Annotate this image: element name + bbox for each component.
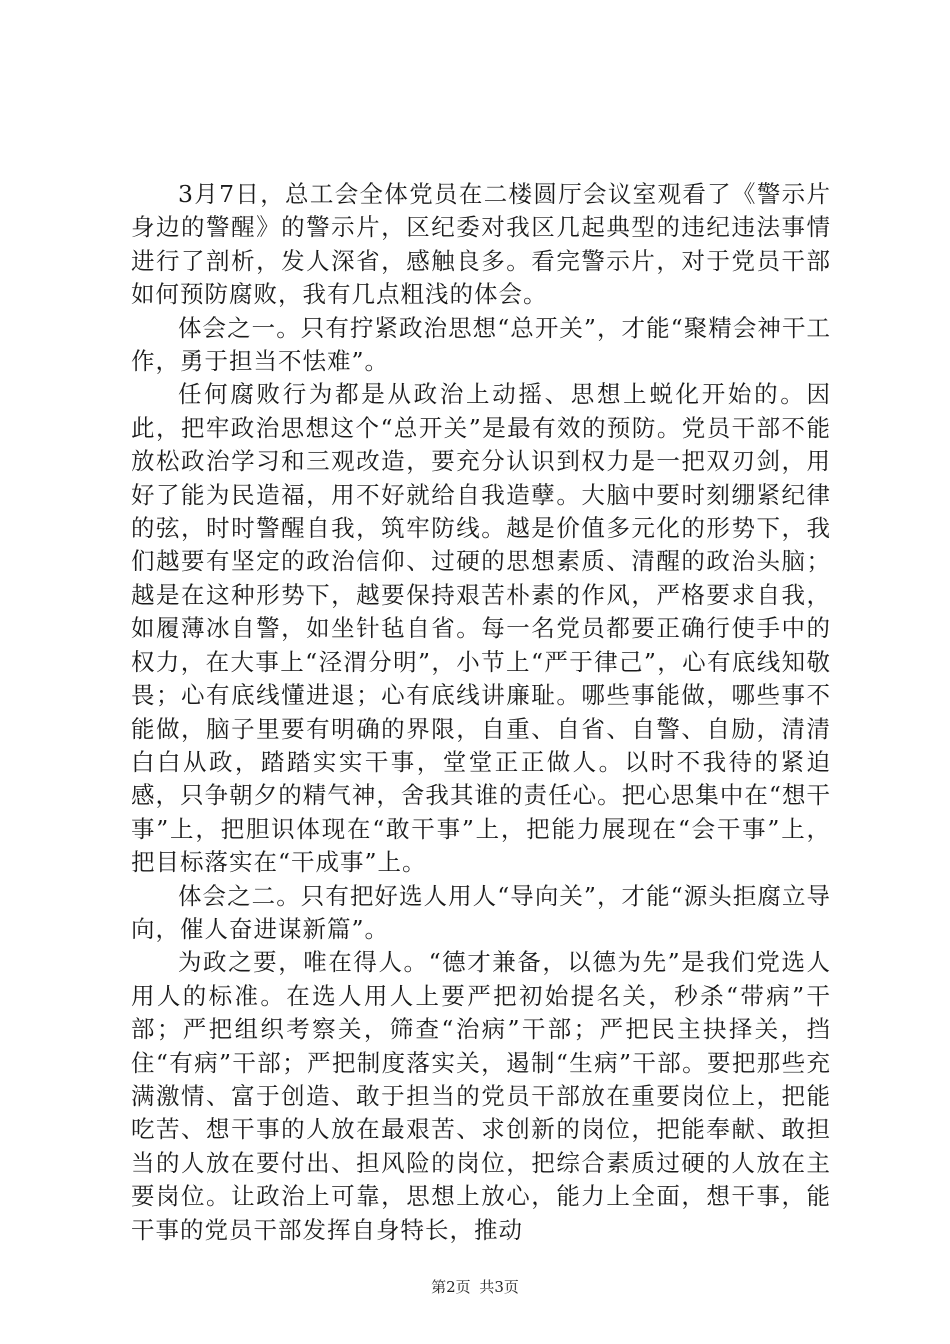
page-total: 共3页 — [479, 1278, 519, 1296]
paragraph-5: 为政之要，唯在得人。“德才兼备，以德为先”是我们党选人用人的标准。在选人用人上要严把初始提名关，秒杀“带病”干部；严把组织考察关，筛查“治病”干部；严把民主抉择关，挡住“有病”干部；严把制度落实关，遏制“生病”干部。要把那些充满激情、富于创造、敢于担当的党员干部放在重要岗位上，把能吃苦、想干事的人放在最艰苦、求创新的岗位，把能奉献、敢担当的人放在要付出、担风险的岗位，把综合素质过硬的人放在主要岗位。让政治上可靠，思想上放心，能力上全面，想干事，能干事的党员干部发挥自身特长，推动 — [131, 948, 831, 1244]
page-number: 第2页 — [431, 1278, 471, 1296]
paragraph-3: 任何腐败行为都是从政治上动摇、思想上蜕化开始的。因此，把牢政治思想这个“总开关”是最有效的预防。党员干部不能放松政治学习和三观改造，要充分认识到权力是一把双刃剑，用好了能为民造福，用不好就给自我造孽。大脑中要时刻绷紧纪律的弦，时时警醒自我，筑牢防线。越是价值多元化的形势下，我们越要有坚定的政治信仰、过硬的思想素质、清醒的政治头脑；越是在这种形势下，越要保持艰苦朴素的作风，严格要求自我，如履薄冰自警，如坐针毡自省。每一名党员都要正确行使手中的权力，在大事上“泾渭分明”，小节上“严于律己”，心有底线知敬畏；心有底线懂进退；心有底线讲廉耻。哪些事能做，哪些事不能做，脑子里要有明确的界限，自重、自省、自警、自励，清清白白从政，踏踏实实干事，堂堂正正做人。以时不我待的紧迫感，只争朝夕的精气神，舍我其谁的责任心。把心思集中在“想干事”上，把胆识体现在“敢干事”上，把能力展现在“会干事”上，把目标落实在“干成事”上。 — [131, 380, 831, 877]
body-text — [131, 178, 831, 1247]
paragraph-1: 3月7日，总工会全体党员在二楼圆厅会议室观看了《警示片身边的警醒》的警示片，区纪委对我区几起典型的违纪违法事情进行了剖析，发人深省，感触良多。看完警示片，对于党员干部如何预防腐败，我有几点粗浅的体会。 — [131, 180, 831, 309]
paragraph-2: 体会之一。只有拧紧政治思想“总开关”，才能“聚精会神干工作，勇于担当不怯难”。 — [131, 313, 831, 376]
paragraph-4: 体会之二。只有把好选人用人“导向关”，才能“源头拒腐立导向，催人奋进谋新篇”。 — [131, 881, 831, 943]
page-footer — [0, 1276, 950, 1297]
